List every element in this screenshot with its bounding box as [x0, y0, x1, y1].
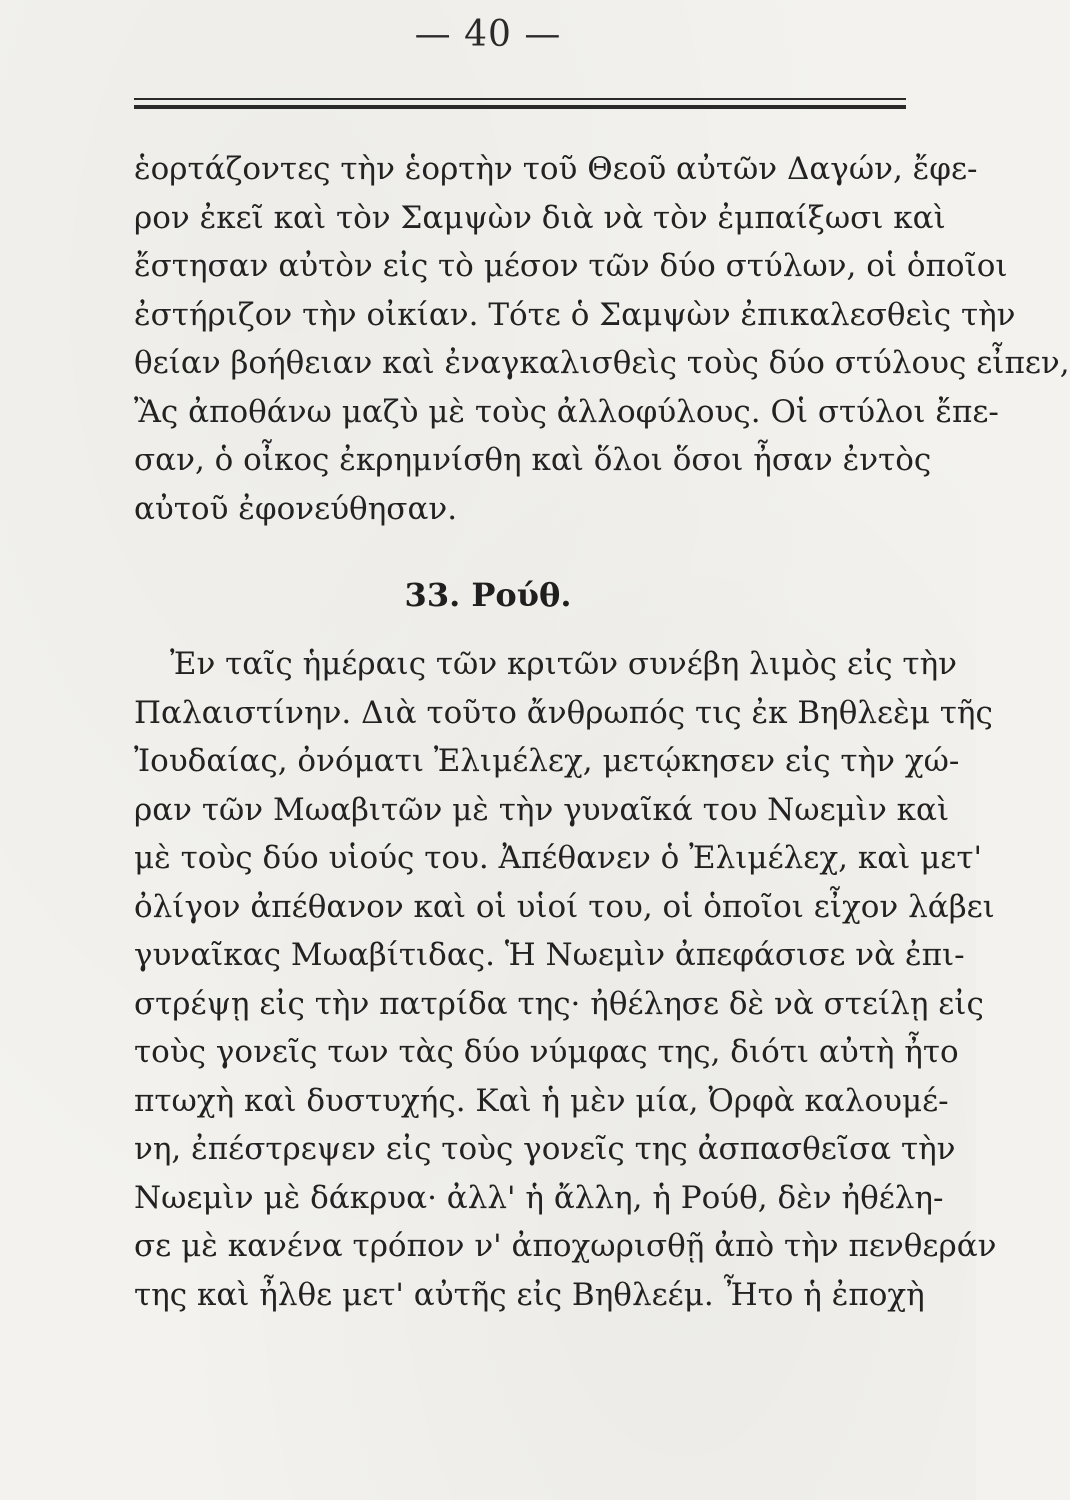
text-line: θείαν βοήθειαν καὶ ἐναγκαλισθεὶς τοὺς δύο στύλους εἶπεν, — [134, 345, 1070, 381]
text-line: Ἰουδαίας, ὀνόματι Ἐλιμέλεχ, μετῴκησεν εἰς τὴν χώ- — [134, 743, 960, 779]
text-line: τοὺς γονεῖς των τὰς δύο νύμφας της, διότι αὐτὴ ἦτο — [134, 1034, 959, 1070]
text-line: Νωεμὶν μὲ δάκρυα· ἀλλ' ἡ ἄλλη, ἡ Ρούθ, δὲν ἠθέλη- — [134, 1179, 944, 1216]
text-line: της καὶ ἦλθε μετ' αὐτῆς εἰς Βηθλεέμ. Ἦτο ἡ ἐποχὴ — [134, 1276, 925, 1313]
text-line: νη, ἐπέστρεψεν εἰς τοὺς γονεῖς της ἀσπασθεῖσα τὴν — [134, 1131, 956, 1167]
text-line: ὀλίγον ἀπέθανον καὶ οἱ υἱοί του, οἱ ὁποῖοι εἶχον λάβει — [134, 888, 995, 925]
page-number: — 40 — — [414, 14, 562, 55]
section-heading: 33. Ρούθ. — [404, 576, 572, 614]
text-line: ρον ἐκεῖ καὶ τὸν Σαμψὼν διὰ νὰ τὸν ἐμπαίξωσι καὶ — [134, 199, 946, 236]
text-line: Ἂς ἀποθάνω μαζὺ μὲ τοὺς ἀλλοφύλους. Οἱ στύλοι ἔπε- — [134, 393, 999, 430]
header-rule-thick — [134, 105, 906, 109]
text-line: πτωχὴ καὶ δυστυχής. Καὶ ἡ μὲν μία, Ὀρφὰ καλουμέ- — [134, 1082, 949, 1119]
text-line: ραν τῶν Μωαβιτῶν μὲ τὴν γυναῖκά του Νωεμὶν καὶ — [134, 791, 950, 828]
text-line: Παλαιστίνην. Διὰ τοῦτο ἄνθρωπός τις ἐκ Βηθλεὲμ τῆς — [134, 694, 993, 731]
text-line: στρέψῃ εἰς τὴν πατρίδα της· ἠθέλησε δὲ νὰ στείλῃ εἰς — [134, 985, 984, 1022]
text-line: ἐστήριζον τὴν οἰκίαν. Τότε ὁ Σαμψὼν ἐπικαλεσθεὶς τὴν — [134, 296, 1016, 333]
header-rule-thin — [134, 98, 906, 100]
text-line: αὐτοῦ ἐφονεύθησαν. — [134, 490, 458, 527]
paragraph-samson — [134, 145, 1070, 533]
text-line: ἑορτάζοντες τὴν ἑορτὴν τοῦ Θεοῦ αὐτῶν Δαγών, ἔφε- — [134, 151, 978, 187]
text-line: ἔστησαν αὐτὸν εἰς τὸ μέσον τῶν δύο στύλων, οἱ ὁποῖοι — [134, 248, 1008, 284]
text-line: σε μὲ κανένα τρόπον ν' ἀποχωρισθῇ ἀπὸ τὴν πενθεράν — [134, 1228, 997, 1264]
paragraph-ruth — [134, 640, 997, 1319]
text-line: Ἐν ταῖς ἡμέραις τῶν κριτῶν συνέβη λιμὸς εἰς τὴν — [170, 646, 958, 682]
text-line: γυναῖκας Μωαβίτιδας. Ἡ Νωεμὶν ἀπεφάσισε νὰ ἐπι- — [134, 937, 965, 973]
text-line: σαν, ὁ οἶκος ἐκρημνίσθη καὶ ὅλοι ὅσοι ἦσαν ἐντὸς — [134, 442, 932, 478]
text-line: μὲ τοὺς δύο υἱούς του. Ἀπέθανεν ὁ Ἐλιμέλεχ, καὶ μετ' — [134, 840, 983, 876]
